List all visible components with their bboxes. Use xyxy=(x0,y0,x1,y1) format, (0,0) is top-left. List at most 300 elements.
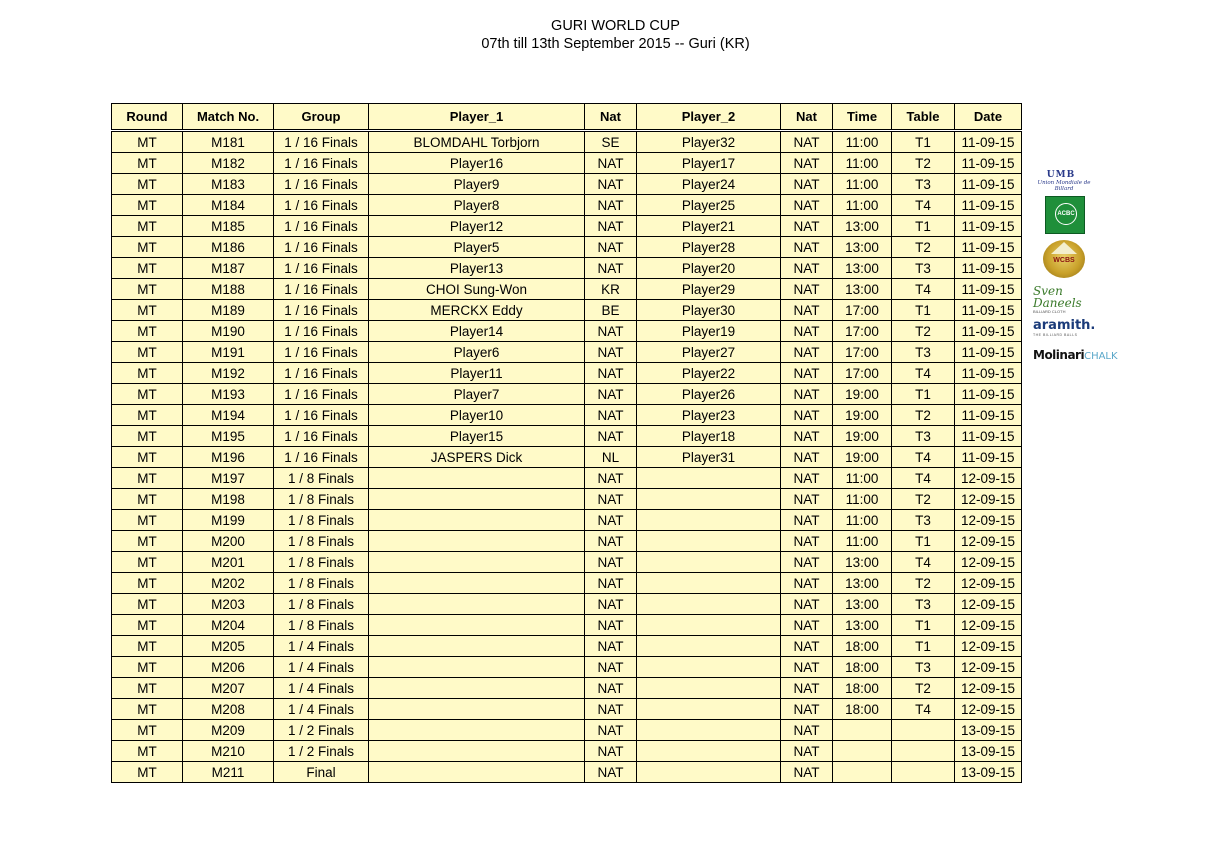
cell-nat-1: NL xyxy=(585,447,637,468)
cell-nat-2: NAT xyxy=(781,216,833,237)
cell-date: 11-09-15 xyxy=(955,363,1022,384)
schedule-table xyxy=(111,103,1022,783)
cell-nat-2: NAT xyxy=(781,531,833,552)
cell-time xyxy=(833,762,892,783)
cell-player-1: CHOI Sung-Won xyxy=(369,279,585,300)
cell-time: 18:00 xyxy=(833,699,892,720)
cell-round: MT xyxy=(112,594,183,615)
cell-time: 18:00 xyxy=(833,657,892,678)
cell-nat-2: NAT xyxy=(781,174,833,195)
cell-round: MT xyxy=(112,384,183,405)
aramith-logo xyxy=(1033,318,1095,337)
table-row xyxy=(112,552,1022,573)
cell-nat-1: NAT xyxy=(585,258,637,279)
cell-table: T3 xyxy=(892,657,955,678)
cell-table: T2 xyxy=(892,489,955,510)
cell-player-2 xyxy=(637,468,781,489)
cell-player-1: MERCKX Eddy xyxy=(369,300,585,321)
cell-table xyxy=(892,762,955,783)
cell-player-1: Player16 xyxy=(369,153,585,174)
column-header-table: Table xyxy=(892,104,955,131)
cell-nat-1: NAT xyxy=(585,216,637,237)
cell-table: T1 xyxy=(892,131,955,153)
cell-player-1: Player10 xyxy=(369,405,585,426)
cell-round: MT xyxy=(112,636,183,657)
cell-nat-2: NAT xyxy=(781,468,833,489)
cell-player-2 xyxy=(637,741,781,762)
cell-nat-1: NAT xyxy=(585,321,637,342)
cell-nat-1: NAT xyxy=(585,153,637,174)
cell-date: 11-09-15 xyxy=(955,384,1022,405)
cell-player-2: Player20 xyxy=(637,258,781,279)
cell-nat-2: NAT xyxy=(781,237,833,258)
cell-nat-1: NAT xyxy=(585,594,637,615)
cell-date: 11-09-15 xyxy=(955,321,1022,342)
cell-time: 11:00 xyxy=(833,174,892,195)
cell-nat-2: NAT xyxy=(781,195,833,216)
cell-match-no: M193 xyxy=(183,384,274,405)
cell-match-no: M197 xyxy=(183,468,274,489)
cell-nat-2: NAT xyxy=(781,131,833,153)
table-row xyxy=(112,405,1022,426)
table-row xyxy=(112,384,1022,405)
table-row xyxy=(112,279,1022,300)
table-row xyxy=(112,216,1022,237)
cell-time: 13:00 xyxy=(833,594,892,615)
table-row xyxy=(112,657,1022,678)
cell-player-2: Player30 xyxy=(637,300,781,321)
column-header-player-1: Player_1 xyxy=(369,104,585,131)
cell-player-2: Player17 xyxy=(637,153,781,174)
cell-date: 12-09-15 xyxy=(955,699,1022,720)
cell-round: MT xyxy=(112,405,183,426)
cell-round: MT xyxy=(112,468,183,489)
cell-table: T1 xyxy=(892,384,955,405)
cell-nat-1: NAT xyxy=(585,468,637,489)
cell-player-2 xyxy=(637,552,781,573)
cell-match-no: M203 xyxy=(183,594,274,615)
cell-round: MT xyxy=(112,174,183,195)
cell-group: 1 / 16 Finals xyxy=(274,195,369,216)
cell-table: T3 xyxy=(892,258,955,279)
cell-date: 12-09-15 xyxy=(955,468,1022,489)
cell-nat-2: NAT xyxy=(781,762,833,783)
cell-round: MT xyxy=(112,678,183,699)
cell-player-1 xyxy=(369,489,585,510)
cell-player-2 xyxy=(637,573,781,594)
cell-player-1: Player8 xyxy=(369,195,585,216)
cell-nat-2: NAT xyxy=(781,594,833,615)
cell-match-no: M204 xyxy=(183,615,274,636)
cell-nat-2: NAT xyxy=(781,342,833,363)
cell-match-no: M181 xyxy=(183,131,274,153)
cell-round: MT xyxy=(112,447,183,468)
cell-time: 18:00 xyxy=(833,636,892,657)
cell-table: T4 xyxy=(892,195,955,216)
cell-time: 19:00 xyxy=(833,447,892,468)
cell-table: T2 xyxy=(892,573,955,594)
cell-group: 1 / 16 Finals xyxy=(274,279,369,300)
table-row xyxy=(112,153,1022,174)
cell-player-1 xyxy=(369,531,585,552)
column-header-group: Group xyxy=(274,104,369,131)
cell-table: T2 xyxy=(892,405,955,426)
cell-player-1: Player6 xyxy=(369,342,585,363)
cell-nat-1: SE xyxy=(585,131,637,153)
cell-player-2: Player22 xyxy=(637,363,781,384)
cell-nat-1: NAT xyxy=(585,174,637,195)
cell-player-1 xyxy=(369,636,585,657)
cell-nat-2: NAT xyxy=(781,510,833,531)
cell-player-1 xyxy=(369,762,585,783)
cell-match-no: M196 xyxy=(183,447,274,468)
cell-time: 11:00 xyxy=(833,531,892,552)
cell-match-no: M201 xyxy=(183,552,274,573)
cell-match-no: M188 xyxy=(183,279,274,300)
cell-group: 1 / 16 Finals xyxy=(274,131,369,153)
signature-logo-subtext: BILLIARD CLOTH xyxy=(1033,309,1066,314)
table-row xyxy=(112,594,1022,615)
cell-time: 11:00 xyxy=(833,510,892,531)
cell-nat-1: NAT xyxy=(585,552,637,573)
cell-match-no: M199 xyxy=(183,510,274,531)
column-header-match-no: Match No. xyxy=(183,104,274,131)
cell-round: MT xyxy=(112,237,183,258)
cell-match-no: M202 xyxy=(183,573,274,594)
cell-nat-1: NAT xyxy=(585,363,637,384)
cell-group: 1 / 8 Finals xyxy=(274,510,369,531)
cell-time: 17:00 xyxy=(833,342,892,363)
column-header-time: Time xyxy=(833,104,892,131)
wcbs-logo-text: WCBS xyxy=(1053,257,1075,264)
cell-table: T4 xyxy=(892,279,955,300)
cell-player-2 xyxy=(637,594,781,615)
cell-date: 11-09-15 xyxy=(955,174,1022,195)
acbc-logo xyxy=(1045,196,1085,234)
cell-player-1 xyxy=(369,657,585,678)
cell-date: 11-09-15 xyxy=(955,426,1022,447)
cell-table xyxy=(892,720,955,741)
table-row xyxy=(112,321,1022,342)
cell-table: T4 xyxy=(892,363,955,384)
cell-nat-2: NAT xyxy=(781,657,833,678)
cell-nat-1: NAT xyxy=(585,510,637,531)
cell-player-2 xyxy=(637,720,781,741)
cell-match-no: M198 xyxy=(183,489,274,510)
cell-player-2 xyxy=(637,510,781,531)
cell-nat-1: NAT xyxy=(585,531,637,552)
cell-player-2 xyxy=(637,489,781,510)
cell-group: 1 / 16 Finals xyxy=(274,237,369,258)
cell-round: MT xyxy=(112,153,183,174)
cell-table: T3 xyxy=(892,342,955,363)
cell-nat-2: NAT xyxy=(781,279,833,300)
cell-date: 11-09-15 xyxy=(955,195,1022,216)
cell-nat-1: NAT xyxy=(585,615,637,636)
cell-date: 11-09-15 xyxy=(955,279,1022,300)
cell-match-no: M207 xyxy=(183,678,274,699)
table-row xyxy=(112,678,1022,699)
cell-player-1 xyxy=(369,741,585,762)
cell-round: MT xyxy=(112,699,183,720)
cell-date: 11-09-15 xyxy=(955,405,1022,426)
cell-date: 12-09-15 xyxy=(955,678,1022,699)
table-row xyxy=(112,131,1022,153)
cell-date: 11-09-15 xyxy=(955,342,1022,363)
cell-date: 12-09-15 xyxy=(955,510,1022,531)
table-row xyxy=(112,573,1022,594)
cell-nat-2: NAT xyxy=(781,489,833,510)
cell-player-1: Player14 xyxy=(369,321,585,342)
cell-group: 1 / 16 Finals xyxy=(274,300,369,321)
table-row xyxy=(112,510,1022,531)
cell-player-2: Player21 xyxy=(637,216,781,237)
cell-time: 17:00 xyxy=(833,321,892,342)
table-row xyxy=(112,615,1022,636)
cell-player-2: Player25 xyxy=(637,195,781,216)
cell-group: 1 / 8 Finals xyxy=(274,615,369,636)
table-row xyxy=(112,300,1022,321)
cell-time: 17:00 xyxy=(833,300,892,321)
cell-nat-1: NAT xyxy=(585,699,637,720)
cell-group: 1 / 8 Finals xyxy=(274,573,369,594)
cell-match-no: M206 xyxy=(183,657,274,678)
cell-nat-2: NAT xyxy=(781,153,833,174)
cell-date: 13-09-15 xyxy=(955,720,1022,741)
document-header xyxy=(0,17,1231,53)
cell-player-1 xyxy=(369,699,585,720)
cell-nat-2: NAT xyxy=(781,678,833,699)
cell-group: 1 / 8 Finals xyxy=(274,531,369,552)
cell-match-no: M190 xyxy=(183,321,274,342)
cell-time: 13:00 xyxy=(833,237,892,258)
table-row xyxy=(112,636,1022,657)
cell-round: MT xyxy=(112,131,183,153)
cell-round: MT xyxy=(112,615,183,636)
cell-match-no: M210 xyxy=(183,741,274,762)
column-header-nat-2: Nat xyxy=(781,104,833,131)
cell-round: MT xyxy=(112,279,183,300)
cell-date: 11-09-15 xyxy=(955,216,1022,237)
cell-group: 1 / 16 Finals xyxy=(274,216,369,237)
table-row xyxy=(112,195,1022,216)
umb-logo-text: UMB xyxy=(1046,170,1076,180)
cell-date: 12-09-15 xyxy=(955,657,1022,678)
cell-player-2: Player23 xyxy=(637,405,781,426)
cell-player-1: Player12 xyxy=(369,216,585,237)
cell-match-no: M211 xyxy=(183,762,274,783)
cell-nat-1: NAT xyxy=(585,342,637,363)
cell-date: 12-09-15 xyxy=(955,552,1022,573)
cell-player-2: Player18 xyxy=(637,426,781,447)
cell-player-1 xyxy=(369,510,585,531)
cell-player-1: Player9 xyxy=(369,174,585,195)
cell-date: 11-09-15 xyxy=(955,153,1022,174)
cell-nat-2: NAT xyxy=(781,447,833,468)
cell-round: MT xyxy=(112,573,183,594)
cell-time: 13:00 xyxy=(833,216,892,237)
cell-nat-1: NAT xyxy=(585,741,637,762)
cell-match-no: M182 xyxy=(183,153,274,174)
cell-player-1: Player13 xyxy=(369,258,585,279)
cell-player-2 xyxy=(637,636,781,657)
table-row xyxy=(112,468,1022,489)
cell-match-no: M205 xyxy=(183,636,274,657)
cell-match-no: M186 xyxy=(183,237,274,258)
cell-time: 11:00 xyxy=(833,195,892,216)
cell-date: 12-09-15 xyxy=(955,489,1022,510)
cell-match-no: M194 xyxy=(183,405,274,426)
table-row xyxy=(112,531,1022,552)
umb-logo-subtext: Union Mondiale de Billard xyxy=(1037,180,1091,192)
cell-date: 12-09-15 xyxy=(955,531,1022,552)
cell-player-2 xyxy=(637,657,781,678)
cell-round: MT xyxy=(112,216,183,237)
cell-player-2 xyxy=(637,531,781,552)
cell-table: T1 xyxy=(892,216,955,237)
table-row xyxy=(112,489,1022,510)
cell-group: 1 / 2 Finals xyxy=(274,741,369,762)
document-subtitle: 07th till 13th September 2015 -- Guri (KR) xyxy=(481,36,750,52)
cell-match-no: M185 xyxy=(183,216,274,237)
cell-nat-2: NAT xyxy=(781,426,833,447)
cell-nat-1: NAT xyxy=(585,720,637,741)
cell-group: 1 / 8 Finals xyxy=(274,594,369,615)
cell-time xyxy=(833,720,892,741)
table-row xyxy=(112,699,1022,720)
cell-date: 11-09-15 xyxy=(955,258,1022,279)
cell-round: MT xyxy=(112,300,183,321)
cell-group: 1 / 16 Finals xyxy=(274,384,369,405)
cell-date: 12-09-15 xyxy=(955,636,1022,657)
cell-time: 11:00 xyxy=(833,468,892,489)
cell-match-no: M191 xyxy=(183,342,274,363)
cell-player-2: Player24 xyxy=(637,174,781,195)
cell-nat-1: NAT xyxy=(585,636,637,657)
cell-player-2 xyxy=(637,678,781,699)
cell-nat-1: NAT xyxy=(585,426,637,447)
cell-round: MT xyxy=(112,741,183,762)
cell-nat-1: NAT xyxy=(585,657,637,678)
cell-player-2: Player26 xyxy=(637,384,781,405)
cell-date: 11-09-15 xyxy=(955,300,1022,321)
table-row xyxy=(112,720,1022,741)
cell-time: 13:00 xyxy=(833,573,892,594)
table-row xyxy=(112,174,1022,195)
cell-time: 11:00 xyxy=(833,131,892,153)
cell-nat-2: NAT xyxy=(781,405,833,426)
cell-group: 1 / 16 Finals xyxy=(274,342,369,363)
aramith-logo-subtext: THE BILLIARD BALLS xyxy=(1033,333,1078,337)
cell-table: T1 xyxy=(892,636,955,657)
cell-round: MT xyxy=(112,762,183,783)
cell-nat-2: NAT xyxy=(781,720,833,741)
cell-time xyxy=(833,741,892,762)
cell-time: 13:00 xyxy=(833,279,892,300)
cell-player-1 xyxy=(369,552,585,573)
cell-player-2 xyxy=(637,699,781,720)
cell-round: MT xyxy=(112,552,183,573)
table-row xyxy=(112,762,1022,783)
table-row xyxy=(112,237,1022,258)
cell-nat-2: NAT xyxy=(781,699,833,720)
cell-group: 1 / 4 Finals xyxy=(274,699,369,720)
cell-nat-1: NAT xyxy=(585,489,637,510)
cell-time: 11:00 xyxy=(833,153,892,174)
cell-group: 1 / 16 Finals xyxy=(274,426,369,447)
molinari-logo-text: MolinariCHALK xyxy=(1033,348,1118,362)
cell-round: MT xyxy=(112,489,183,510)
cell-group: 1 / 4 Finals xyxy=(274,657,369,678)
column-header-nat-1: Nat xyxy=(585,104,637,131)
cell-nat-2: NAT xyxy=(781,552,833,573)
cell-date: 11-09-15 xyxy=(955,131,1022,153)
cell-player-2: Player29 xyxy=(637,279,781,300)
table-header-row xyxy=(112,104,1022,131)
cell-time: 19:00 xyxy=(833,405,892,426)
column-header-round: Round xyxy=(112,104,183,131)
cell-nat-2: NAT xyxy=(781,321,833,342)
cell-table: T3 xyxy=(892,426,955,447)
cell-group: 1 / 16 Finals xyxy=(274,405,369,426)
cell-player-1 xyxy=(369,720,585,741)
cell-nat-1: NAT xyxy=(585,195,637,216)
cell-player-1 xyxy=(369,468,585,489)
cell-group: 1 / 8 Finals xyxy=(274,489,369,510)
cell-time: 13:00 xyxy=(833,615,892,636)
cell-group: Final xyxy=(274,762,369,783)
cell-player-2: Player32 xyxy=(637,131,781,153)
cell-nat-2: NAT xyxy=(781,573,833,594)
cell-round: MT xyxy=(112,531,183,552)
cell-date: 12-09-15 xyxy=(955,594,1022,615)
cell-nat-2: NAT xyxy=(781,300,833,321)
cell-round: MT xyxy=(112,720,183,741)
cell-round: MT xyxy=(112,426,183,447)
cell-table: T1 xyxy=(892,531,955,552)
cell-player-1: Player5 xyxy=(369,237,585,258)
cell-round: MT xyxy=(112,195,183,216)
cell-player-2: Player27 xyxy=(637,342,781,363)
cell-match-no: M183 xyxy=(183,174,274,195)
cell-player-1 xyxy=(369,573,585,594)
table-row xyxy=(112,741,1022,762)
cell-round: MT xyxy=(112,321,183,342)
molinari-logo-subtext: CHALK xyxy=(1084,351,1118,362)
cell-table: T2 xyxy=(892,153,955,174)
cell-player-1: JASPERS Dick xyxy=(369,447,585,468)
cell-match-no: M187 xyxy=(183,258,274,279)
cell-match-no: M184 xyxy=(183,195,274,216)
wcbs-triangle-icon xyxy=(1051,242,1077,254)
cell-match-no: M200 xyxy=(183,531,274,552)
cell-nat-1: NAT xyxy=(585,573,637,594)
acbc-logo-text: ACBC xyxy=(1055,203,1077,225)
cell-table xyxy=(892,741,955,762)
cell-date: 13-09-15 xyxy=(955,741,1022,762)
cell-time: 17:00 xyxy=(833,363,892,384)
cell-time: 19:00 xyxy=(833,426,892,447)
cell-nat-2: NAT xyxy=(781,636,833,657)
cell-player-1: Player7 xyxy=(369,384,585,405)
cell-match-no: M195 xyxy=(183,426,274,447)
cell-player-1 xyxy=(369,678,585,699)
cell-table: T4 xyxy=(892,468,955,489)
table-row xyxy=(112,363,1022,384)
molinari-logo xyxy=(1033,348,1118,362)
cell-time: 19:00 xyxy=(833,384,892,405)
cell-player-2 xyxy=(637,762,781,783)
